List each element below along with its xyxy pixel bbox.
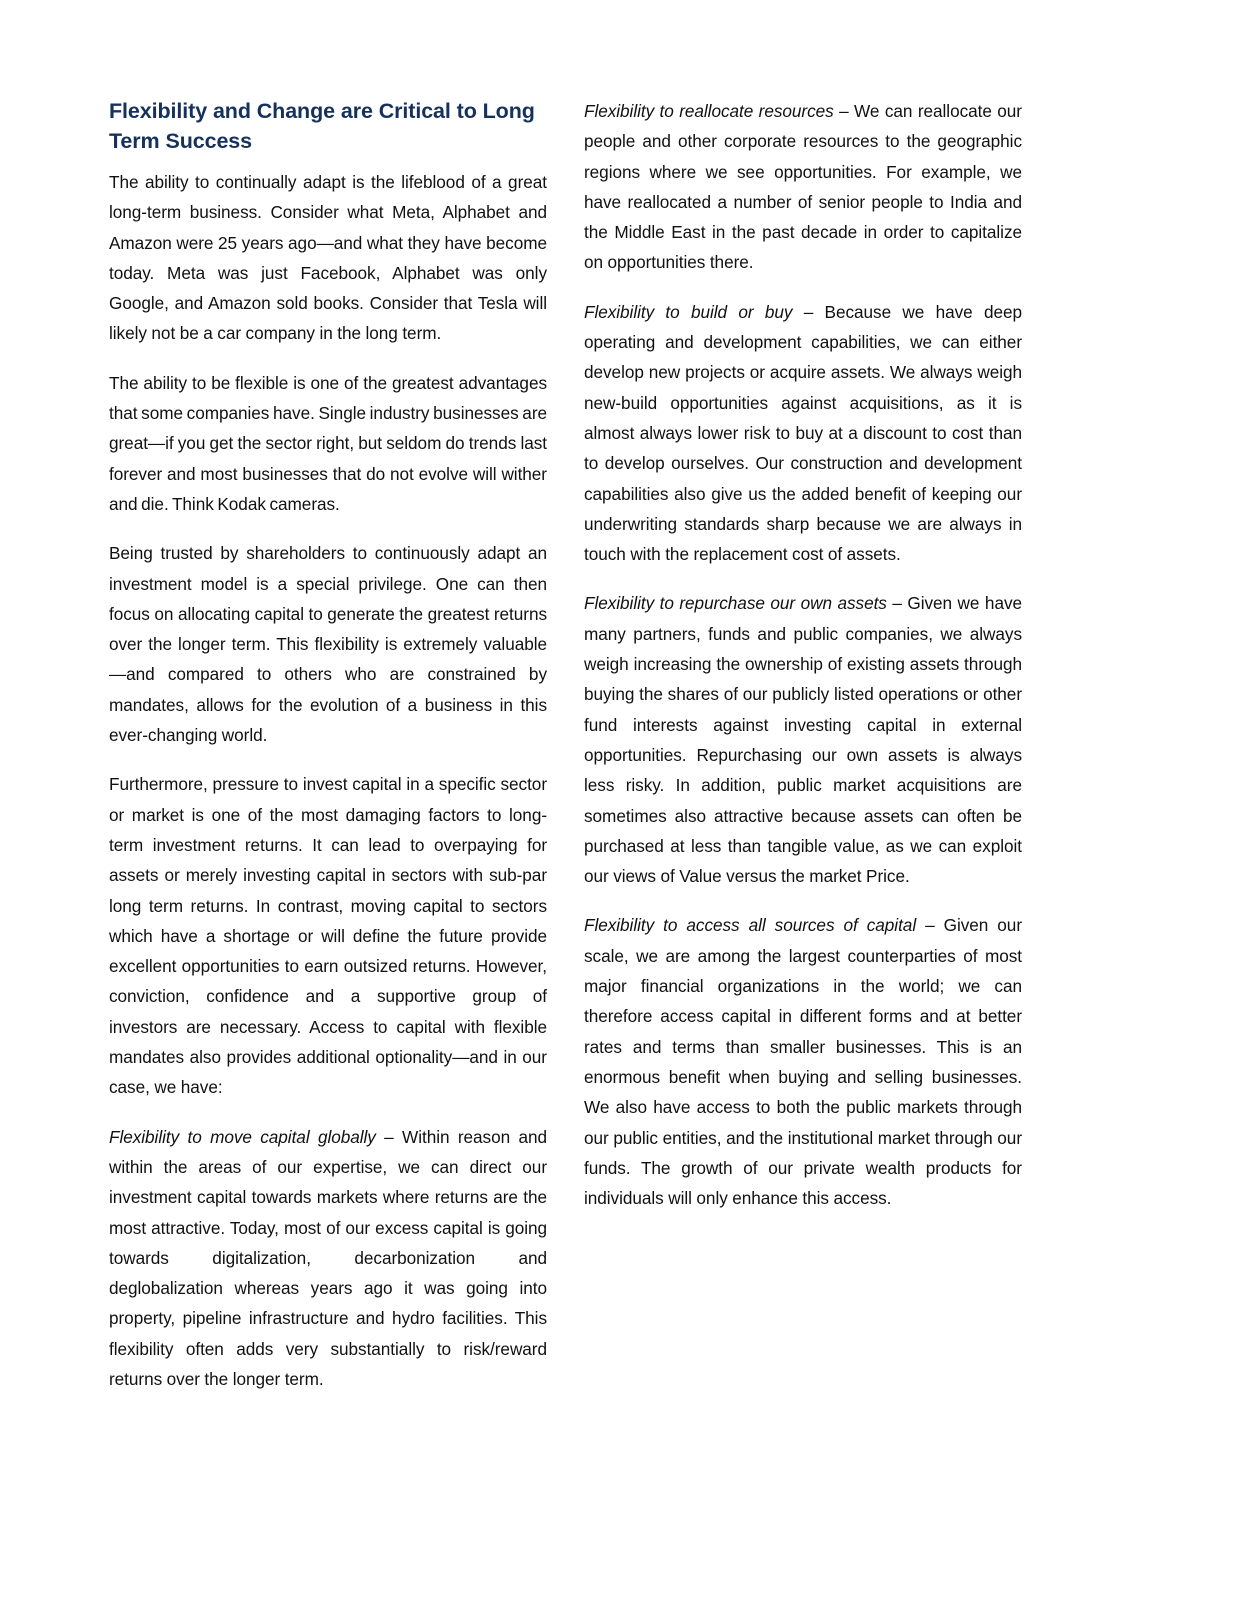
paragraph-4	[109, 769, 547, 1102]
paragraph-7	[584, 297, 1022, 570]
paragraph-5-text: – Within reason and within the areas of our expertise, we can direct our investment capital towards markets where returns are the most attractive. Today, most of our excess capital is going towards digitalization, decarbonization and deglobalization whereas years ago it was going into property, pipeline infrastructure and hydro facilities. This flexibility often adds very substantially to risk/reward returns over the longer term.	[109, 1126, 547, 1389]
paragraph-8-text: – Given we have many partners, funds and public companies, we always weigh increasing the ownership of existing assets through buying the shares of our publicly listed operations or other fund interests against investing capital in external opportunities. Repurchasing our own assets is always less risky. In addition, public market acquisitions are sometimes also attractive because assets can often be purchased at less than tangible value, as we can exploit our views of Value versus the market Price.	[584, 593, 1023, 887]
paragraph-8	[584, 588, 1022, 891]
two-column-layout	[109, 96, 1023, 1394]
paragraph-7-lead-in: Flexibility to build or buy	[584, 301, 793, 322]
paragraph-3	[109, 538, 547, 750]
paragraph-9-lead-in: Flexibility to access all sources of capital	[584, 915, 917, 936]
paragraph-5-lead-in: Flexibility to move capital globally	[109, 1126, 376, 1147]
paragraph-6-text: – We can reallocate our people and other corporate resources to the geographic regions where we see opportunities. For example, we have reallocated a number of senior people to India and the Middle East in the past decade in order to capitalize on opportunities there.	[584, 101, 1022, 273]
left-column	[109, 96, 547, 1394]
paragraph-8-lead-in: Flexibility to repurchase our own assets	[584, 593, 887, 614]
paragraph-9-text: – Given our scale, we are among the largest counterparties of most major financial organizations in the world; we can therefore access capital in different forms and at better rates and terms than smaller businesses. This is an enormous benefit when buying and selling businesses. We also have access to both the public markets through our public entities, and the institutional market through our funds. The growth of our private wealth products for individuals will only enhance this access.	[584, 915, 1022, 1209]
paragraph-1-text: The ability to continually adapt is the lifeblood of a great long-term business. Consider what Meta, Alphabet and Amazon were 25 years ago—and what they have become today. Meta was just Facebook, Alphabet was only Google, and Amazon sold books. Consider that Tesla will likely not be a car company in the long term.	[109, 172, 547, 344]
right-column	[584, 96, 1022, 1213]
paragraph-7-text: – Because we have deep operating and development capabilities, we can either develop new projects or acquire assets. We always weigh new-build opportunities against acquisitions, as it is almost always lower risk to buy at a discount to cost than to develop ourselves. Our construction and development capabilities also give us the added benefit of keeping our underwriting standards sharp because we are always in touch with the replacement cost of assets.	[584, 301, 1023, 565]
paragraph-6-lead-in: Flexibility to reallocate resources	[584, 101, 834, 121]
paragraph-4-text: Furthermore, pressure to invest capital in a specific sector or market is one of the most damaging factors to long-term investment returns. It can lead to overpaying for assets or merely investing capital in sectors with sub-par long term returns. In contrast, moving capital to sectors which have a shortage or will define the future provide excellent opportunities to earn outsized returns. However, conviction, confidence and a supportive group of investors are necessary. Access to capital with flexible mandates also provides additional optionality—and in our case, we have:	[109, 774, 547, 1098]
paragraph-2	[109, 368, 547, 519]
page-title: Flexibility and Change are Critical to Long Term Success	[109, 99, 535, 153]
paragraph-6	[584, 96, 1022, 278]
paragraph-3-text: Being trusted by shareholders to continuously adapt an investment model is a special privilege. One can then focus on allocating capital to generate the greatest returns over the longer term. This flexibility is extremely valuable—and compared to others who are constrained by mandates, allows for the evolution of a business in this ever-changing world.	[109, 543, 547, 746]
paragraph-2-text: The ability to be flexible is one of the greatest advantages that some companies have. Single industry businesses are great—if you get the sector right, but seldom do trends last forever and most businesses that do not evolve will wither and die. Think Kodak cameras.	[109, 372, 547, 514]
paragraph-1	[109, 167, 547, 349]
paragraph-5	[109, 1122, 547, 1395]
paragraph-9	[584, 910, 1022, 1213]
